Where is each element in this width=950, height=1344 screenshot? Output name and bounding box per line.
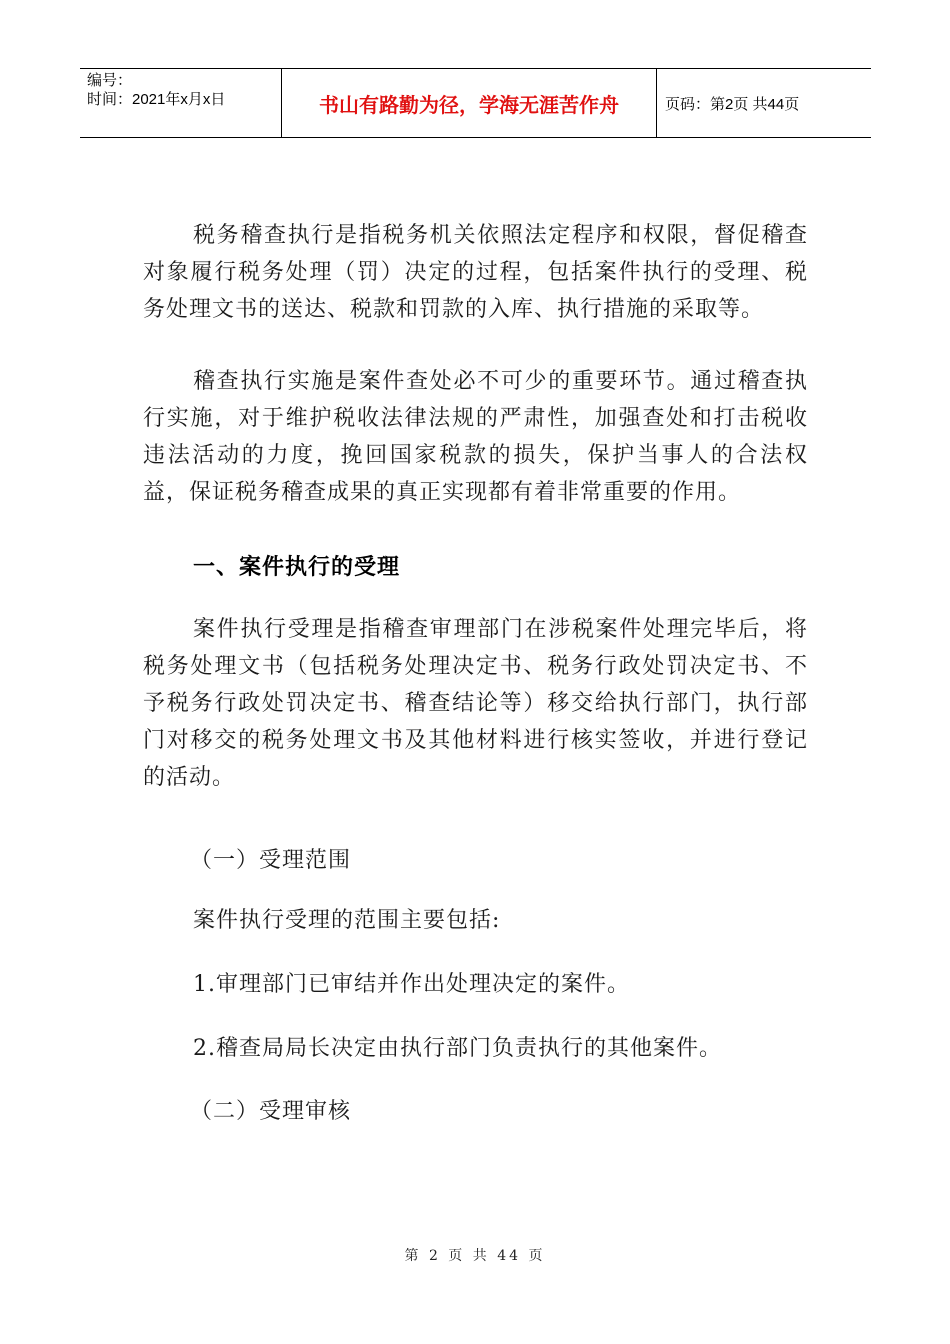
section-heading: 一、案件执行的受理 <box>193 555 401 580</box>
paragraph-importance: 稽查执行实施是案件查处必不可少的重要环节。通过稽查执行实施，对于维护税收法律法规的严肃性，加强查处和打击税收违法活动的力度，挽回国家税款的损失，保护当事人的合法权益，保证税务稽查成果的真正实现都有着非常重要的作用。 <box>143 369 808 505</box>
document-date: 时间：2021年x月x日 <box>87 91 226 108</box>
subheading-review: （二）受理审核 <box>190 1099 352 1124</box>
header-motto: 书山有路勤为径，学海无涯苦作舟 <box>282 69 657 137</box>
paragraph-definition: 税务稽查执行是指税务机关依照法定程序和权限，督促稽查对象履行税务处理（罚）决定的过程，包括案件执行的受理、税务处理文书的送达、税款和罚款的入库、执行措施的采取等。 <box>143 223 808 322</box>
subheading-scope: （一）受理范围 <box>190 848 352 873</box>
paragraph-acceptance: 案件执行受理是指稽查审理部门在涉税案件处理完毕后，将税务处理文书（包括税务处理决定书、税务行政处罚决定书、不予税务行政处罚决定书、稽查结论等）移交给执行部门，执行部门对移交的税务处理文书及其他材料进行核实签收，并进行登记的活动。 <box>143 617 808 790</box>
page-footer: 第 2 页 共 44 页 <box>404 1248 546 1264</box>
document-number-label: 编号： <box>87 72 133 89</box>
list-item: 1.审理部门已审结并作出处理决定的案件。 <box>193 972 630 997</box>
list-item: 2.稽查局局长决定由执行部门负责执行的其他案件。 <box>193 1036 722 1061</box>
header-page-info: 页码：第2页 共44页 <box>665 95 800 113</box>
paragraph-scope-intro: 案件执行受理的范围主要包括: <box>193 908 501 933</box>
